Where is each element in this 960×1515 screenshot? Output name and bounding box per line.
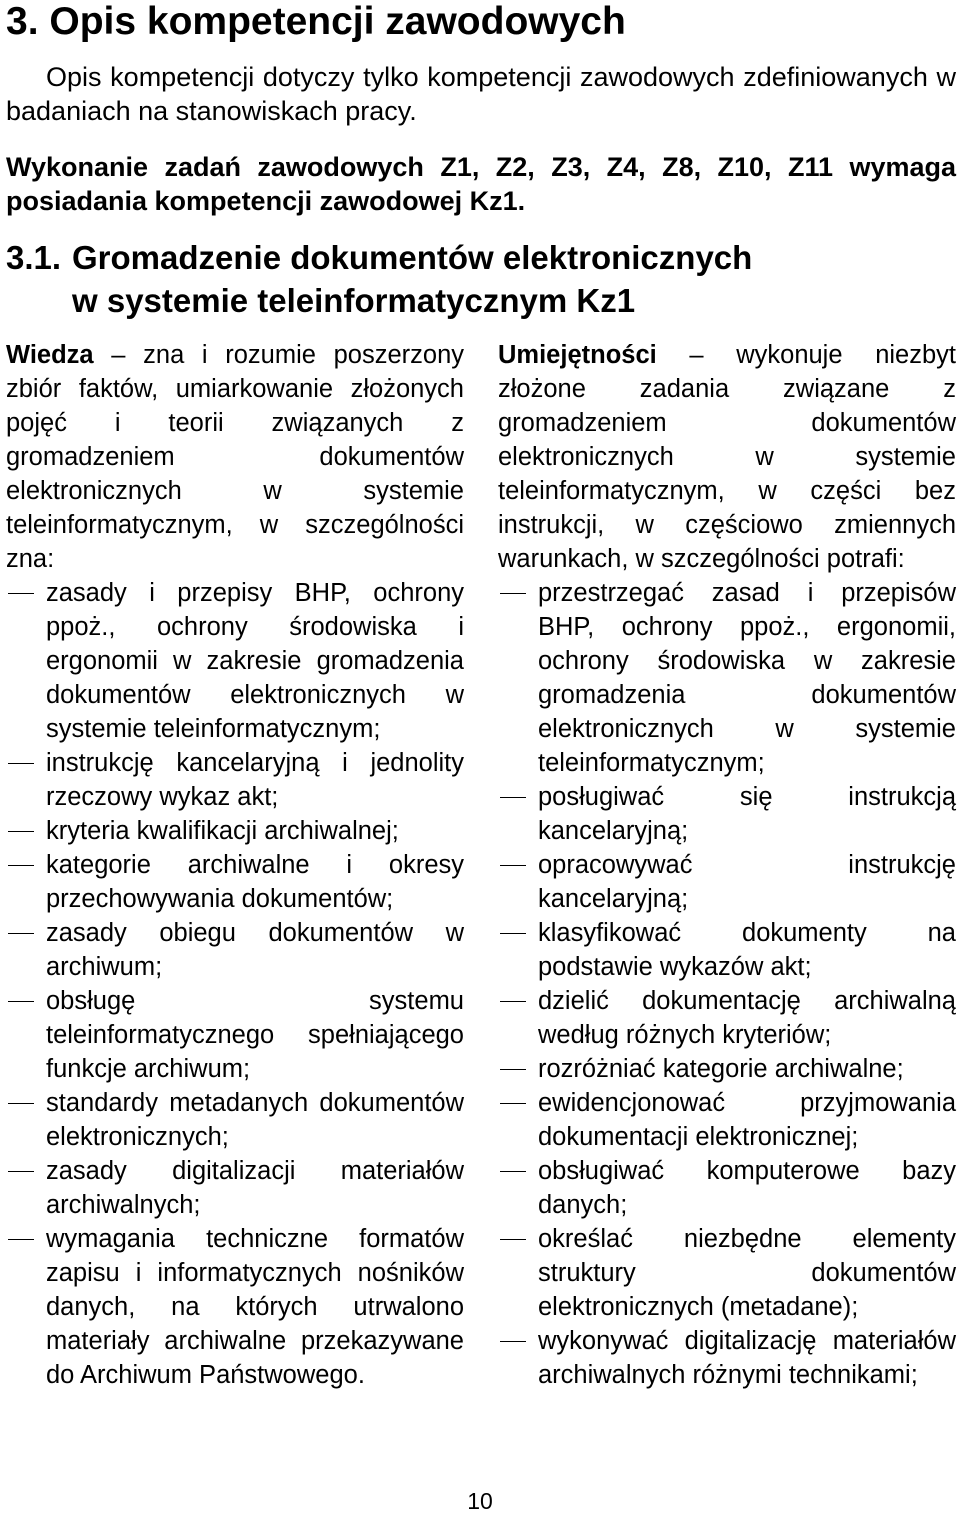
- dash-bullet: [500, 933, 526, 934]
- dash-bullet: [8, 1001, 34, 1002]
- dash-bullet: [500, 1171, 526, 1172]
- list-item: posługiwać się instrukcją kancelaryjną;: [498, 780, 956, 848]
- page-number: 10: [467, 1488, 493, 1514]
- list-item: określać niezbędne elementy struktury dokumentów elektronicznych (metadane);: [498, 1222, 956, 1324]
- intro-paragraph: Opis kompetencji dotyczy tylko kompetencji zawodowych zdefiniowanych w badaniach na stanowiskach pracy.: [6, 62, 956, 126]
- list-item: wymagania techniczne formatów zapisu i informatycznych nośników danych, na których utrwalono materiały archiwalne przekazywane do Archiwum Państwowego.: [6, 1222, 464, 1392]
- list-item: opracowywać instrukcję kancelaryjną;: [498, 848, 956, 916]
- skills-list: [498, 576, 956, 1392]
- dash-bullet: [8, 593, 34, 594]
- knowledge-column: [6, 338, 464, 1392]
- competency-title-line1: Gromadzenie dokumentów elektronicznych: [72, 239, 753, 276]
- competency-number: 3.1.: [6, 239, 62, 276]
- requirement-paragraph: Wykonanie zadań zawodowych Z1, Z2, Z3, Z4, Z8, Z10, Z11 wymaga posiadania kompetencji zawodowej Kz1.: [6, 152, 956, 216]
- knowledge-list: [6, 576, 464, 1392]
- page-heading: 3. Opis kompetencji zawodowych: [6, 0, 626, 43]
- list-item: dzielić dokumentację archiwalną według różnych kryteriów;: [498, 984, 956, 1052]
- skills-column: [498, 338, 956, 1392]
- dash-bullet: [500, 1069, 526, 1070]
- dash-bullet: [500, 865, 526, 866]
- list-item: obsługiwać komputerowe bazy danych;: [498, 1154, 956, 1222]
- skills-lead: [498, 338, 956, 576]
- dash-bullet: [500, 1341, 526, 1342]
- list-item: rozróżniać kategorie archiwalne;: [498, 1052, 956, 1086]
- dash-bullet: [500, 593, 526, 594]
- dash-bullet: [8, 865, 34, 866]
- list-item: kryteria kwalifikacji archiwalnej;: [6, 814, 464, 848]
- list-item: wykonywać digitalizację materiałów archiwalnych różnymi technikami;: [498, 1324, 956, 1392]
- dash-bullet: [8, 1103, 34, 1104]
- list-item: klasyfikować dokumenty na podstawie wykazów akt;: [498, 916, 956, 984]
- competency-title-line2: w systemie teleinformatycznym Kz1: [72, 282, 636, 319]
- list-item: obsługę systemu teleinformatycznego spełniającego funkcje archiwum;: [6, 984, 464, 1086]
- list-item: przestrzegać zasad i przepisów BHP, ochrony ppoż., ergonomii, ochrony środowiska w zakresie gromadzenia dokumentów elektronicznych w systemie teleinformatycznym;: [498, 576, 956, 780]
- dash-bullet: [8, 1239, 34, 1240]
- dash-bullet: [500, 797, 526, 798]
- dash-bullet: [8, 933, 34, 934]
- competency-heading: [6, 236, 956, 322]
- dash-bullet: [500, 1239, 526, 1240]
- skills-lead-text: – wykonuje niezbyt złożone zadania związane z gromadzeniem dokumentów elektronicznych w systemie teleinformatycznym, w części bez instrukcji, w częściowo zmiennych warunkach, w szczególności potrafi:: [498, 341, 956, 573]
- dash-bullet: [8, 763, 34, 764]
- list-item: zasady obiegu dokumentów w archiwum;: [6, 916, 464, 984]
- list-item: standardy metadanych dokumentów elektronicznych;: [6, 1086, 464, 1154]
- knowledge-lead: [6, 338, 464, 576]
- list-item: zasady digitalizacji materiałów archiwalnych;: [6, 1154, 464, 1222]
- list-item: kategorie archiwalne i okresy przechowywania dokumentów;: [6, 848, 464, 916]
- dash-bullet: [8, 1171, 34, 1172]
- dash-bullet: [8, 831, 34, 832]
- dash-bullet: [500, 1001, 526, 1002]
- list-item: instrukcję kancelaryjną i jednolity rzeczowy wykaz akt;: [6, 746, 464, 814]
- knowledge-term: Wiedza: [6, 341, 94, 369]
- list-item: zasady i przepisy BHP, ochrony ppoż., ochrony środowiska i ergonomii w zakresie gromadzenia dokumentów elektronicznych w systemie teleinformatycznym;: [6, 576, 464, 746]
- list-item: ewidencjonować przyjmowania dokumentacji elektronicznej;: [498, 1086, 956, 1154]
- knowledge-lead-text: – zna i rozumie poszerzony zbiór faktów, umiarkowanie złożonych pojęć i teorii związanych z gromadzeniem dokumentów elektronicznych w systemie teleinformatycznym, w szczególności zna:: [6, 341, 464, 573]
- dash-bullet: [500, 1103, 526, 1104]
- skills-term: Umiejętności: [498, 341, 657, 369]
- intro-section: [6, 60, 956, 218]
